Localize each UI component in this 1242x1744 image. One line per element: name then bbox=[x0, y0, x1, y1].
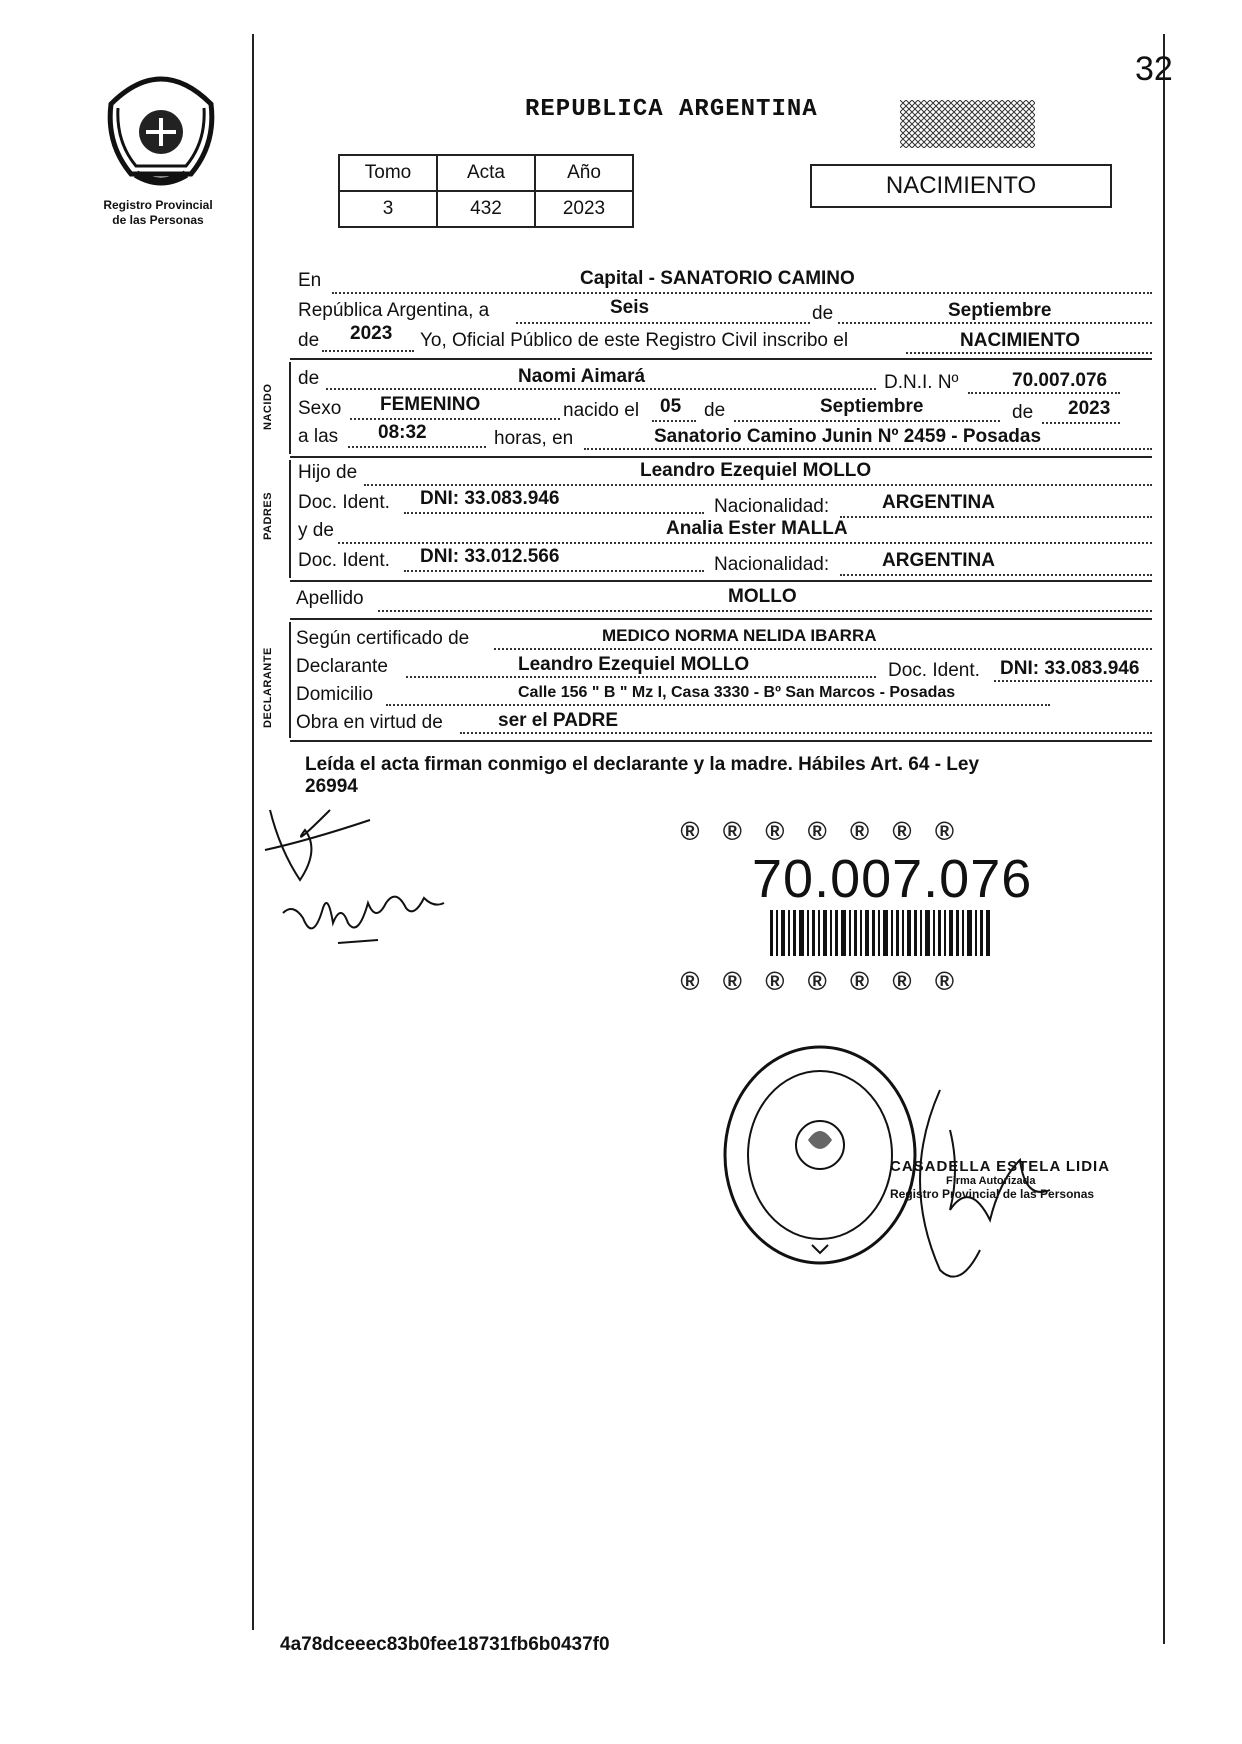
logo-caption-line2: de las Personas bbox=[112, 213, 204, 227]
rule-apellido-top bbox=[290, 580, 1152, 582]
value-dia: Seis bbox=[610, 297, 650, 318]
label-horas-en: horas, en bbox=[494, 428, 574, 449]
rule-declarante-top bbox=[290, 618, 1152, 620]
value-anio: 2023 bbox=[350, 323, 393, 344]
value-mes-nac: Septiembre bbox=[820, 396, 924, 417]
dotline-declarante bbox=[406, 676, 876, 678]
section-label-nacido: NACIDO bbox=[262, 383, 274, 430]
value-apellido: MOLLO bbox=[728, 586, 797, 607]
dotline-mes-nac bbox=[734, 420, 1000, 422]
bracket-declarante bbox=[289, 622, 291, 738]
stamp-pattern-top bbox=[680, 816, 962, 847]
dotline-obra bbox=[460, 732, 1152, 734]
mother-signature bbox=[278, 888, 478, 948]
stamp-dni-number: 70.007.076 bbox=[752, 849, 1033, 909]
value-madre: Analia Ester MALLA bbox=[666, 518, 848, 539]
row-republica bbox=[298, 300, 489, 322]
dotline-dia bbox=[516, 322, 810, 324]
dotline-en bbox=[332, 292, 1152, 294]
bracket-padres bbox=[289, 460, 291, 578]
label-republica: República Argentina, a bbox=[298, 300, 490, 321]
value-dia-nac: 05 bbox=[660, 396, 682, 417]
dotline-madre-nac bbox=[840, 574, 1152, 576]
value-obra: ser el PADRE bbox=[498, 710, 619, 731]
registry-table bbox=[338, 154, 634, 228]
province-seal-logo bbox=[96, 74, 226, 194]
label-oficial: Yo, Oficial Público de este Registro Civil inscribo el bbox=[420, 330, 849, 351]
label-apellido: Apellido bbox=[296, 588, 364, 609]
anio-header: Año bbox=[535, 155, 633, 191]
label-domicilio: Domicilio bbox=[296, 684, 374, 705]
label-dni: D.N.I. Nº bbox=[884, 372, 959, 393]
dotline-lugar-nac bbox=[584, 448, 1152, 450]
value-padre-nac: ARGENTINA bbox=[882, 492, 995, 513]
stamp-mark-b6: ® bbox=[892, 966, 920, 996]
logo-caption-line1: Registro Provincial bbox=[103, 198, 213, 212]
security-hologram bbox=[900, 100, 1035, 148]
dotline-madre bbox=[338, 542, 1152, 544]
stamp-barcode bbox=[770, 910, 992, 956]
value-declarante-doc: DNI: 33.083.946 bbox=[1000, 658, 1140, 679]
official-office: Registro Provincial de las Personas bbox=[890, 1187, 1095, 1201]
label-doc-ident-madre: Doc. Ident. bbox=[298, 550, 390, 571]
official-name: CASADELLA ESTELA LIDIA bbox=[890, 1158, 1111, 1175]
section-label-declarante: DECLARANTE bbox=[262, 647, 274, 728]
dotline-padre bbox=[364, 484, 1152, 486]
value-tipo: NACIMIENTO bbox=[960, 330, 1080, 351]
dotline-declarante-doc bbox=[994, 680, 1152, 682]
stamp-mark-2: ® bbox=[722, 816, 750, 846]
official-title: Firma Autorizada bbox=[946, 1175, 1036, 1187]
stamp-mark-b5: ® bbox=[849, 966, 877, 996]
tomo-value: 3 bbox=[339, 191, 437, 227]
section-label-padres: PADRES bbox=[262, 491, 274, 540]
label-declarante: Declarante bbox=[296, 656, 388, 677]
label-obra: Obra en virtud de bbox=[296, 712, 443, 733]
value-anio-nac: 2023 bbox=[1068, 398, 1111, 419]
stamp-mark-4: ® bbox=[807, 816, 835, 846]
value-dni: 70.007.076 bbox=[1012, 370, 1108, 391]
dotline-dni bbox=[968, 392, 1120, 394]
label-hijo-de: Hijo de bbox=[298, 462, 358, 483]
label-en: En bbox=[298, 270, 322, 291]
acta-header: Acta bbox=[437, 155, 535, 191]
rule-nacido-top bbox=[290, 358, 1152, 360]
label-sexo: Sexo bbox=[298, 398, 342, 419]
label-de-anio-nac: de bbox=[1012, 402, 1034, 423]
dotline-padre-doc bbox=[404, 512, 704, 514]
closing-text bbox=[305, 754, 1125, 798]
stamp-mark-b3: ® bbox=[764, 966, 792, 996]
label-de-mes: de bbox=[812, 303, 834, 324]
stamp-pattern-bottom bbox=[680, 966, 962, 997]
value-padre-doc: DNI: 33.083.946 bbox=[420, 488, 560, 509]
value-hora: 08:32 bbox=[378, 422, 427, 443]
dotline-apellido bbox=[378, 610, 1152, 612]
value-madre-doc: DNI: 33.012.566 bbox=[420, 546, 560, 567]
stamp-mark-b7: ® bbox=[934, 966, 962, 996]
dotline-nombre bbox=[326, 388, 876, 390]
label-doc-ident-padre: Doc. Ident. bbox=[298, 492, 390, 513]
value-madre-nac: ARGENTINA bbox=[882, 550, 995, 571]
right-margin-line bbox=[1163, 34, 1165, 1644]
document-hash: 4a78dceeec83b0fee18731fb6b0437f0 bbox=[280, 1634, 610, 1655]
stamp-mark-b1: ® bbox=[680, 966, 708, 996]
stamp-mark-1: ® bbox=[680, 816, 708, 846]
stamp-mark-7: ® bbox=[934, 816, 962, 846]
label-a-las: a las bbox=[298, 426, 339, 447]
label-de-year: de bbox=[298, 330, 320, 351]
official-block bbox=[890, 1158, 1130, 1201]
dotline-hora bbox=[348, 446, 486, 448]
document-type-box: NACIMIENTO bbox=[810, 164, 1112, 208]
country-title: REPUBLICA ARGENTINA bbox=[525, 96, 818, 123]
dotline-tipo bbox=[906, 352, 1152, 354]
row-en bbox=[298, 270, 321, 292]
value-mes: Septiembre bbox=[948, 300, 1052, 321]
label-y-de: y de bbox=[298, 520, 334, 541]
label-nacionalidad-padre: Nacionalidad: bbox=[714, 496, 830, 517]
stamp-mark-3: ® bbox=[764, 816, 792, 846]
value-domicilio: Calle 156 " B " Mz I, Casa 3330 - Bº San Marcos - Posadas bbox=[518, 684, 956, 701]
value-declarante: Leandro Ezequiel MOLLO bbox=[518, 654, 750, 675]
value-lugar: Capital - SANATORIO CAMINO bbox=[580, 268, 855, 289]
value-sexo: FEMENINO bbox=[380, 394, 481, 415]
label-doc-ident-declarante: Doc. Ident. bbox=[888, 660, 980, 681]
label-de-nombre: de bbox=[298, 368, 320, 389]
rule-padres-top bbox=[290, 456, 1152, 458]
tomo-header: Tomo bbox=[339, 155, 437, 191]
value-nombre: Naomi Aimará bbox=[518, 366, 646, 387]
page-number: 32 bbox=[1135, 50, 1173, 88]
label-nacido-el: nacido el bbox=[563, 400, 640, 421]
value-certificado: MEDICO NORMA NELIDA IBARRA bbox=[602, 626, 877, 645]
value-lugar-nac: Sanatorio Camino Junin Nº 2459 - Posadas bbox=[654, 426, 1042, 447]
closing-line2: 26994 bbox=[305, 776, 358, 797]
stamp-mark-b4: ® bbox=[807, 966, 835, 996]
anio-value: 2023 bbox=[535, 191, 633, 227]
left-margin-line bbox=[252, 34, 254, 1630]
label-de-mes-nac: de bbox=[704, 400, 726, 421]
dotline-dia-nac bbox=[652, 420, 696, 422]
dotline-certificado bbox=[494, 648, 1152, 650]
dotline-domicilio bbox=[386, 704, 1050, 706]
rule-declarante-bottom bbox=[290, 740, 1152, 742]
closing-line1: Leída el acta firman conmigo el declarante y la madre. Hábiles Art. 64 - Ley bbox=[305, 754, 980, 775]
dotline-anio-nac bbox=[1042, 422, 1120, 424]
dotline-padre-nac bbox=[840, 516, 1152, 518]
bracket-nacido bbox=[289, 362, 291, 454]
dotline-sexo bbox=[350, 418, 560, 420]
logo-caption bbox=[88, 198, 228, 228]
dotline-mes bbox=[838, 322, 1152, 324]
label-segun: Según certificado de bbox=[296, 628, 470, 649]
value-padre: Leandro Ezequiel MOLLO bbox=[640, 460, 872, 481]
acta-value: 432 bbox=[437, 191, 535, 227]
stamp-mark-b2: ® bbox=[722, 966, 750, 996]
label-nacionalidad-madre: Nacionalidad: bbox=[714, 554, 830, 575]
dotline-year bbox=[322, 350, 414, 352]
stamp-mark-6: ® bbox=[892, 816, 920, 846]
declarant-signature bbox=[260, 790, 380, 890]
dotline-madre-doc bbox=[404, 570, 704, 572]
stamp-mark-5: ® bbox=[849, 816, 877, 846]
